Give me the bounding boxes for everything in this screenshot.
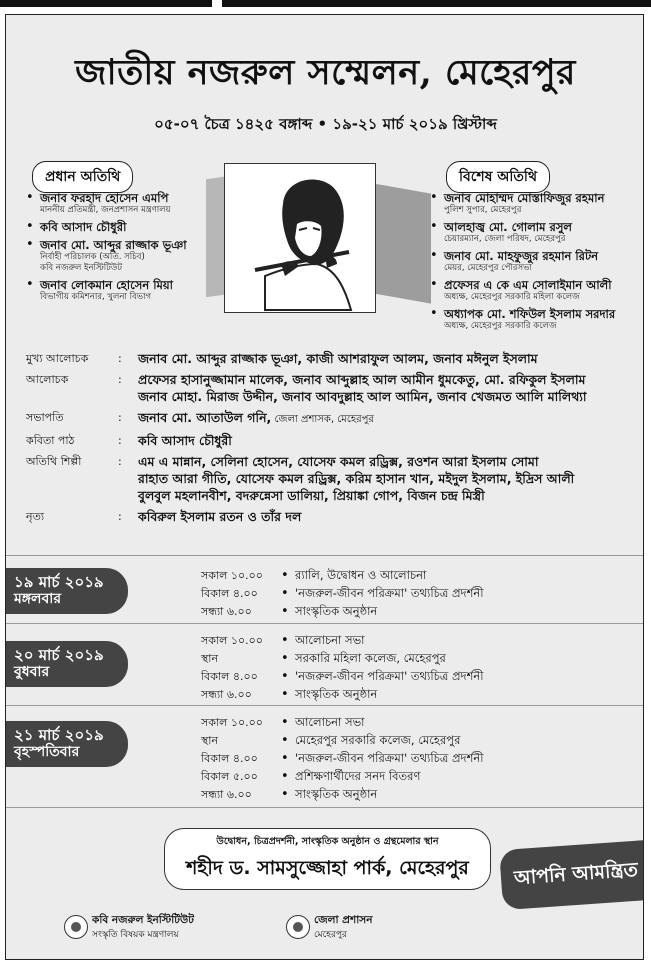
schedule-row: বিকাল ৫.০০ • প্রশিক্ষণার্থীদের সনদ বিতরণ — [201, 769, 421, 784]
schedule-divider — [6, 705, 644, 706]
special-guest-heading: বিশেষ অতিথি — [446, 161, 550, 193]
list-item: • প্রফেসর এ কে এম সোলাইমান আলী অধ্যক্ষ, মেহেরপুর সরকারি মহিলা কলেজ — [430, 278, 642, 303]
schedule-row: বিকাল ৪.০০ • 'নজরুল-জীবন পরিক্রমা' তথ্যচিত্র প্রদর্শনী — [201, 669, 484, 684]
chief-guest-heading: প্রধান অতিথি — [32, 161, 133, 193]
poet-portrait-illustration — [224, 163, 376, 313]
date-line: ০৫-০৭ চৈত্র ১৪২৫ বঙ্গাব্দ • ১৯-২১ মার্চ ২০১৯ খ্রিস্টাব্দ — [154, 115, 497, 133]
list-item: • জনাব ফরহাদ হোসেন এমপি মাননীয় প্রতিমন্ত্রী, জনপ্রশাসন মন্ত্রণালয় — [26, 191, 216, 216]
schedule-divider — [6, 807, 644, 808]
institute-logo-icon — [64, 915, 88, 939]
schedule-row: বিকাল ৪.০০ • 'নজরুল-জীবন পরিক্রমা' তথ্যচিত্র প্রদর্শনী — [201, 751, 484, 766]
role-row: সভাপতি : জনাব মো. আতাউল গনি, জেলা প্রশাসক, মেহেরপুর — [26, 410, 374, 425]
schedule-divider — [6, 623, 644, 624]
list-item: • জনাব মো. আব্দুর রাজ্জাক ভূঞা নির্বাহী পরিচালক (অতি. সচিব) কবি নজরুল ইনস্টিটিউট — [26, 238, 216, 274]
schedule-day-badge: ২০ মার্চ ২০১৯ বুধবার — [6, 641, 128, 687]
role-row: মুখ্য আলোচক : জনাব মো. আব্দুর রাজ্জাক ভূঞা, কাজী আশরাফুল আলম, জনাব মঈনুল ইসলাম — [26, 351, 538, 366]
portrait-area — [206, 163, 431, 313]
list-item: • জনাব লোকমান হোসেন মিয়া বিভাগীয় কমিশনার, খুলনা বিভাগ — [26, 278, 216, 303]
schedule-day-badge: ২১ মার্চ ২০১৯ বৃহস্পতিবার — [6, 721, 128, 767]
list-item: • আলহাজ্ব মো. গোলাম রসুল চেয়ারম্যান, জেলা পরিষদ, মেহেরপুর — [430, 220, 642, 245]
role-row: নৃত্য : কবিরুল ইসলাম রতন ও তাঁর দল — [26, 509, 302, 524]
schedule-row: সন্ধ্যা ৬.০০ • সাংস্কৃতিক অনুষ্ঠান — [201, 687, 378, 702]
special-guest-list — [430, 191, 642, 336]
schedule-row: সন্ধ্যা ৬.০০ • সাংস্কৃতিক অনুষ্ঠান — [201, 604, 378, 619]
schedule-row: সন্ধ্যা ৬.০০ • সাংস্কৃতিক অনুষ্ঠান — [201, 787, 378, 802]
program-roles — [26, 350, 626, 529]
list-item: • অধ্যাপক মো. শফিউল ইসলাম সরদার অধ্যক্ষ, মেহেরপুর সরকারি কলেজ — [430, 307, 642, 332]
schedule-row: সকাল ১০.০০ • র‍্যালি, উদ্বোধন ও আলোচনা — [201, 568, 427, 583]
schedule-row: সকাল ১০.০০ • আলোচনা সভা — [201, 633, 365, 648]
schedule-row: বিকাল ৪.০০ • 'নজরুল-জীবন পরিক্রমা' তথ্যচিত্র প্রদর্শনী — [201, 586, 484, 601]
list-item: • কবি আসাদ চৌধুরী — [26, 220, 216, 234]
schedule-row: সকাল ১০.০০ • আলোচনা সভা — [201, 715, 365, 730]
list-item: • জনাব মো. মাহফুজুর রহমান রিটন মেয়র, মেহেরপুর পৌরসভা — [430, 249, 642, 274]
chief-guest-list — [26, 191, 216, 307]
venue-box: উদ্বোধন, চিত্রপ্রদর্শনী, সাংস্কৃতিক অনুষ্ঠান ও গ্রন্থমেলার স্থান শহীদ ড. সামসুজ্জোহা পার্ক, মেহেরপুর — [164, 828, 491, 890]
schedule-day-badge: ১৯ মার্চ ২০১৯ মঙ্গলবার — [6, 568, 128, 614]
schedule-row: স্থান • সরকারি মহিলা কলেজ, মেহেরপুর — [201, 651, 446, 666]
top-rule-bars — [0, 0, 651, 8]
role-row: আলোচক : প্রফেসর হাসানুজ্জামান মালেক, জনাব আব্দুল্লাহ আল আমীন ধুমকেতু, মো. রফিকুল ইসলাম জনাব মোহা. মিরাজ উদ্দীন, জনাব আবদুল্লাহ আল আমিন, জনাব খেজমত আলি মালিথ্যা — [26, 372, 587, 404]
role-row: কবিতা পাঠ : কবি আসাদ চৌধুরী — [26, 433, 232, 448]
schedule-divider — [6, 555, 644, 556]
list-item: • জনাব মোহাম্মদ মোস্তাফিজুর রহমান পুলিশ সুপার, মেহেরপুর — [430, 191, 642, 216]
role-row: অতিথি শিল্পী : এম এ মান্নান, সেলিনা হোসেন, যোসেফ কমল রড্রিক্স, রওশন আরা ইসলাম সোমা রাহাত আরা গীতি, যোসেফ কমল রড্রিক্স, করিম হাসান খান, মইদুল ইসলাম, ইদ্রিস আলী বুলবুল মহলানবীশ, বদরুন্নেসা ডালিয়া, প্রিয়াঙ্কা গোপ, বিজন চন্দ্র মিস্ত্রী — [26, 454, 575, 503]
advertisement-frame: জাতীয় নজরুল সম্মেলন, মেহেরপুর ০৫-০৭ চৈত্র ১৪২৫ বঙ্গাব্দ • ১৯-২১ মার্চ ২০১৯ খ্রিস্টাব্দ প্রধান অতিথি • জনাব ফরহাদ হোসেন এমপি মাননীয় প্রতিমন্ত্রী, জনপ্রশাসন মন্ত্রণালয় • কবি আসাদ চৌধুরী • জনাব মো. আব্দুর রাজ্জাক ভূঞা নির্বাহী পরিচালক (অতি. সচিব) কবি নজরুল ইনস্টিটিউট • জনাব লোকমান হোসেন মিয়া বিভাগীয় কমিশনার, খুলনা বিভাগ বিশেষ অতিথি • জনাব মোহাম্মদ মোস্তাফিজুর রহমান পুলিশ সুপার, মেহেরপুর • আলহাজ্ব মো. গোলাম রসুল চেয়ারম্যান, জেলা পরিষদ, মেহেরপুর • জনাব মো. মাহফুজুর রহমান রিটন মেয়র, মেহেরপুর পৌরসভা • প্রফেসর এ কে এম সোলাইমান আলী অধ্যক্ষ, মেহেরপুর সরকারি মহিলা কলেজ • অধ্যাপক মো. শফিউল ইসলাম সরদার অধ্যক্ষ, মেহেরপুর সরকারি কলেজ মুখ্য আলোচক : জনাব মো. আব্দুর রাজ্জাক ভূঞা, কাজী আশরাফুল আলম, জনাব মঈনুল ইসলাম আলোচক : প্রফেসর হাসানুজ্জামান মালেক, জনাব আব্দুল্লাহ আল আমীন ধুমকেতু, মো. রফিকুল ইসলাম জনাব মোহা. মিরাজ উদ্দীন, জনাব আবদুল্লাহ আল আমিন, জনাব খেজমত আলি মালিথ্যা সভাপতি : জনাব মো. আতাউল গনি, জেলা প্রশাসক, মেহেরপুর কবিতা পাঠ : কবি আসাদ চৌধুরী অতিথি শিল্পী : এম এ মান্নান, সেলিনা হোসেন, যোসেফ কমল রড্রিক্স, রওশন আরা ইসলাম সোমা রাহাত আরা গীতি, যোসেফ কমল রড্রিক্স, করিম হাসান খান, মইদুল ইসলাম, ইদ্রিস আলী বুলবুল মহলানবীশ, বদরুন্নেসা ডালিয়া, প্রিয়াঙ্কা গোপ, বিজন চন্দ্র মিস্ত্রী নৃত্য : কবিরুল ইসলাম রতন ও তাঁর দল ১৯ মার্চ ২০১৯ মঙ্গলবার সকাল ১০.০০ • র‍্যালি, উদ্বোধন ও আলোচনা বিকাল ৪.০০ • 'নজরুল-জীবন পরিক্রমা' তথ্যচিত্র প্রদর্শনী সন্ধ্যা ৬.০০ • সাংস্কৃতিক অনুষ্ঠান ২০ মার্চ ২০১৯ বুধবার সকাল ১০.০০ • আলোচনা সভা স্থান • সরকারি মহিলা কলেজ, মেহেরপুর বিকাল ৪.০০ • 'নজরুল-জীবন পরিক্রমা' তথ্যচিত্র প্রদর্শনী সন্ধ্যা ৬.০০ • সাংস্কৃতিক অনুষ্ঠান ২১ মার্চ ২০১৯ বৃহস্পতিবার সকাল ১০.০০ • আলোচনা সভা স্থান • মেহেরপুর সরকারি কলেজ, মেহেরপুর বিকাল ৪.০০ • 'নজরুল-জীবন পরিক্রমা' তথ্যচিত্র প্রদর্শনী বিকাল ৫.০০ • প্রশিক্ষণার্থীদের সনদ বিতরণ সন্ধ্যা ৬.০০ • সাংস্কৃতিক অনুষ্ঠান উদ্বোধন, চিত্রপ্রদর্শনী, সাংস্কৃতিক অনুষ্ঠান ও গ্রন্থমেলার স্থান শহীদ ড. সামসুজ্জোহা পার্ক, মেহেরপুর আপনি আমন্ত্রিত কবি নজরুল ইনস্টিটিউট সংস্কৃতি বিষয়ক মন্ত্রণালয় জেলা প্রশাসন মেহেরপুর — [5, 14, 644, 960]
page-title: জাতীয় নজরুল সম্মেলন, মেহেরপুর — [75, 52, 576, 93]
schedule-row: স্থান • মেহেরপুর সরকারি কলেজ, মেহেরপুর — [201, 733, 461, 748]
invitation-badge: আপনি আমন্ত্রিত — [499, 840, 644, 910]
government-seal-icon — [286, 915, 310, 939]
